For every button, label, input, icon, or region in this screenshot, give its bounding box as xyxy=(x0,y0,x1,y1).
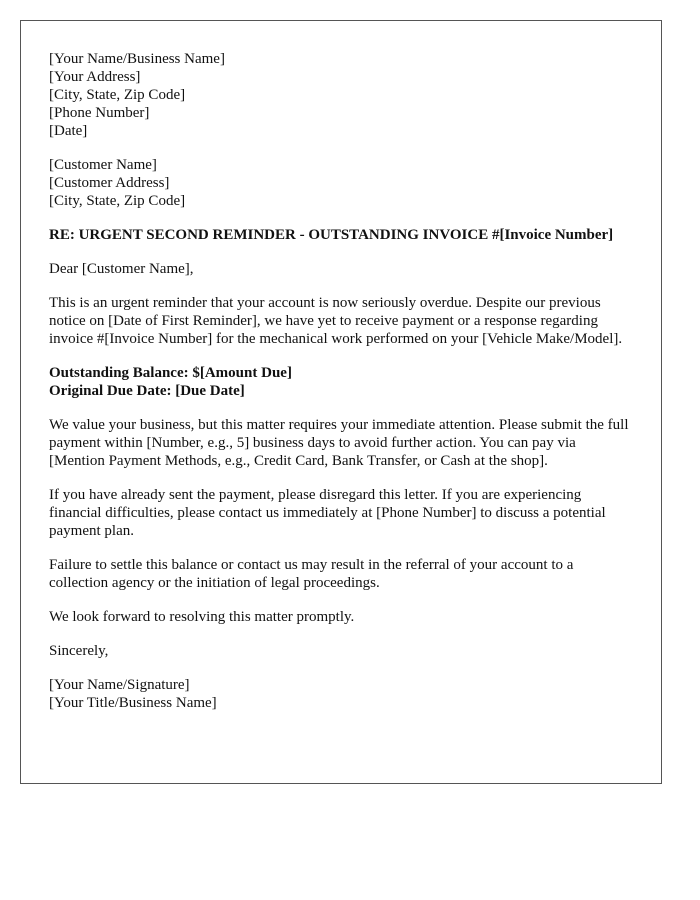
signature-title: [Your Title/Business Name] xyxy=(49,695,217,711)
signature-block xyxy=(49,676,633,712)
body-paragraph-3: If you have already sent the payment, please disregard this letter. If you are experiencing financial difficulties, please contact us immediately at [Phone Number] to discuss a potential payment plan. xyxy=(49,487,606,539)
valediction: Sincerely, xyxy=(49,643,109,659)
original-due-date: Original Due Date: [Due Date] xyxy=(49,383,245,399)
recipient-block xyxy=(49,156,633,210)
outstanding-balance: Outstanding Balance: $[Amount Due] xyxy=(49,365,292,381)
sender-block xyxy=(49,50,633,140)
sender-city-state-zip: [City, State, Zip Code] xyxy=(49,87,186,103)
letter-date: [Date] xyxy=(49,123,88,139)
sender-phone: [Phone Number] xyxy=(49,105,150,121)
sender-address: [Your Address] xyxy=(49,69,141,85)
recipient-city-state-zip: [City, State, Zip Code] xyxy=(49,193,186,209)
recipient-name: [Customer Name] xyxy=(49,157,157,173)
body-paragraph-5: We look forward to resolving this matter promptly. xyxy=(49,609,355,625)
subject-line: RE: URGENT SECOND REMINDER - OUTSTANDING INVOICE #[Invoice Number] xyxy=(49,227,614,243)
body-paragraph-4: Failure to settle this balance or contact us may result in the referral of your account to a collection agency or the initiation of legal proceedings. xyxy=(49,557,574,591)
salutation: Dear [Customer Name], xyxy=(49,261,194,277)
recipient-address: [Customer Address] xyxy=(49,175,170,191)
signature-name: [Your Name/Signature] xyxy=(49,677,190,693)
balance-block xyxy=(49,364,633,400)
sender-name: [Your Name/Business Name] xyxy=(49,51,225,67)
body-paragraph-2: We value your business, but this matter requires your immediate attention. Please submit the full payment within [Number, e.g., 5] business days to avoid further action. You can pay via [Mention Payment Methods, e.g., Credit Card, Bank Transfer, or Cash at the shop]. xyxy=(49,417,629,469)
body-paragraph-1: This is an urgent reminder that your account is now seriously overdue. Despite our previous notice on [Date of First Reminder], we have yet to receive payment or a response regarding invoice #[Invoice Number] for the mechanical work performed on your [Vehicle Make/Model]. xyxy=(49,295,623,347)
letter-page xyxy=(20,20,662,784)
